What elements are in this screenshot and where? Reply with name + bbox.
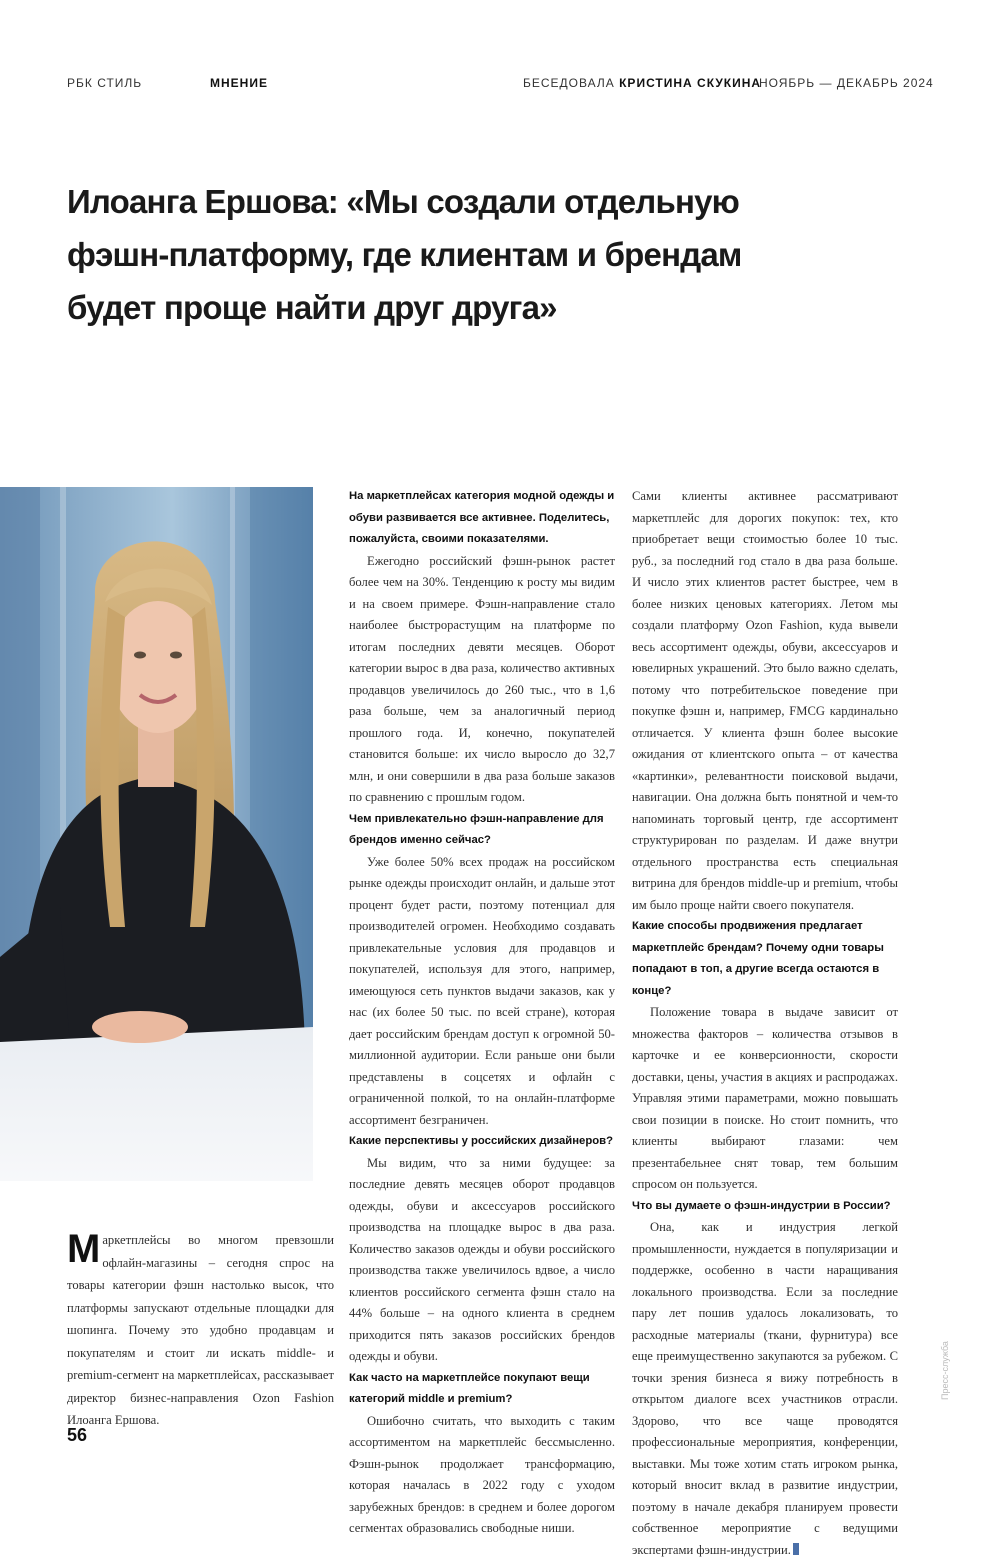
section-label: [210, 76, 268, 90]
answer-6: [632, 1217, 898, 1561]
end-mark-icon: [793, 1543, 799, 1555]
drop-cap: М: [67, 1227, 101, 1271]
section-name: МНЕНИЕ: [210, 76, 268, 90]
answer-5: Положение товара в выдаче зависит от множества факторов – количества отзывов в карточке и ее конверсионности, скорости доставки, цены, участия в акциях и распродажах. Управляя этими параметрами, можно повышать свои позиции в поиске. Но стоит помнить, что клиенты выбирают глазами: чем презентабельнее снят товар, тем большим спросом он пользуется.: [632, 1005, 898, 1191]
article-column-2: [349, 486, 615, 1540]
photo-credit: Пресс-служба: [940, 1341, 950, 1400]
answer-6-text: Она, как и индустрия легкой промышленности, нуждается в популяризации и поддержке, особенно в части наращивания локального производства. Если за последние пару лет пошив удалось локализовать, то расходные материалы (ткани, фурнитура) все еще преимущественно закупаются за рубежом. С точки зрения бизнеса я вижу потребность в открытом диалоге всех участников отрасли. Здорово, что все чаще проводятся профессиональные мероприятия, конференции, выставки. Мы тоже хотим стать игроком рынка, который вносит вклад в развитие индустрии, поэтому в начале декабря планируем провести собственное мероприятие с ведущими экспертами фэшн-индустрии.: [632, 1220, 898, 1557]
portrait-photo: [0, 487, 313, 1181]
article-column-3: [632, 486, 898, 1561]
question-1: На маркетплейсах категория модной одежды и обуви развивается все активнее. Поделитесь, пожалуйста, своими показателями.: [349, 490, 615, 545]
interviewer-credit: [523, 76, 761, 90]
question-3: Какие перспективы у российских дизайнеров?: [349, 1135, 613, 1147]
question-2: Чем привлекательно фэшн-направление для брендов именно сейчас?: [349, 812, 604, 846]
question-5: Какие способы продвижения предлагает маркетплейс брендам? Почему одни товары попадают в топ, а другие всегда остаются в конце?: [632, 920, 884, 997]
interviewer-prefix: БЕСЕДОВАЛА: [523, 76, 615, 90]
lead-paragraph: [67, 1229, 334, 1432]
issue-date: НОЯБРЬ — ДЕКАБРЬ 2024: [759, 76, 934, 90]
answer-2: Уже более 50% всех продаж на российском рынке одежды происходит онлайн, и дальше этот процент будет расти, поэтому потенциал для производителей огромен. Необходимо создавать привлекательные условия для продавцов и покупателей, используя для этого, например, имеющуюся сеть пунктов выдачи заказов, как у нас (их более 50 тыс. по всей стране), которая дает российским брендам доступ к огромной 50-миллионной аудитории. Если раньше они были представлены в соцсетях и офлайн с ограниченной полкой, то на онлайн-платформе ассортимент безграничен.: [349, 854, 615, 1127]
answer-4: Ошибочно считать, что выходить с таким ассортиментом на маркетплейс бессмысленно. Фэшн-рынок продолжает трансформацию, которая началась в 2022 году с уходом зарубежных брендов: в среднем и более дорогом сегментах образовались свободные ниши.: [349, 1413, 615, 1535]
question-4: Как часто на маркетплейсе покупают вещи категорий middle и premium?: [349, 1371, 590, 1405]
answer-4-continued: Сами клиенты активнее рассматривают маркетплейс для дорогих покупок: тех, кто приобретает вещи стоимостью более 10 тыс. руб., за последний год стало в два раза больше. И число этих клиентов растет быстрее, чем в более низких ценовых категориях. Летом мы создали платформу Ozon Fashion, куда вывели весь ассортимент одежды, обуви, аксессуаров и ювелирных украшений. Это было важно сделать, потому что потребительское поведение при покупке фэшн и, например, FMCG кардинально отличается. У клиента фэшн более высокие ожидания от клиентского опыта – от качества «картинки», релевантности поисковой выдачи, навигации. Она должна быть понятной и чем-то напоминать торговый центр, где ассортимент структурирован по разделам. И даже внутри отдельного пространства есть специальная витрина для брендов middle-up и premium, чтобы им было проще найти своего покупателя.: [632, 489, 898, 912]
answer-3: Мы видим, что за ними будущее: за последние девять месяцев оборот продавцов одежды, обуви и аксессуаров российского производства на площадке вырос в два раза. Количество заказов одежды и обуви российского производства также увеличилось вдвое, а число клиентов российского сегмента фэшн стало на 44% больше – на одного клиента в среднем приходится пять заказов российских брендов одежды и обуви.: [349, 1155, 615, 1363]
interviewer-name: КРИСТИНА СКУКИНА: [619, 76, 762, 90]
page-number: 56: [67, 1425, 88, 1445]
article-title: Илоанга Ершова: «Мы создали отдельную фэшн-платформу, где клиентам и брендам будет проще найти друг друга»: [67, 183, 742, 326]
answer-1: Ежегодно российский фэшн-рынок растет более чем на 30%. Тенденцию к росту мы видим и на своем примере. Фэшн-направление стало наиболее быстрорастущим на платформе по итогам последних девяти месяцев. Оборот категории вырос в два раза, количество активных продавцов увеличилось до 260 тыс., что в 1,6 раза больше, чем за аналогичный период прошлого года. И, конечно, покупателей становится больше: их число выросло до 32,7 млн, и они совершили в два раза больше заказов по сравнению с прошлым годом.: [349, 553, 615, 804]
lead-text: аркетплейсы во многом превзошли офлайн-магазины – сегодня спрос на товары категории фэшн настолько высок, что платформы запускают отдельные площадки для шопинга. Почему это удобно продавцам и покупателям и стоит ли искать middle- и premium-сегмент на маркетплейсах, рассказывает директор бизнес-направления Ozon Fashion Илоанга Ершова.: [67, 1233, 334, 1427]
question-6: Что вы думаете о фэшн-индустрии в России?: [632, 1199, 891, 1212]
magazine-name: РБК СТИЛЬ: [67, 76, 143, 90]
